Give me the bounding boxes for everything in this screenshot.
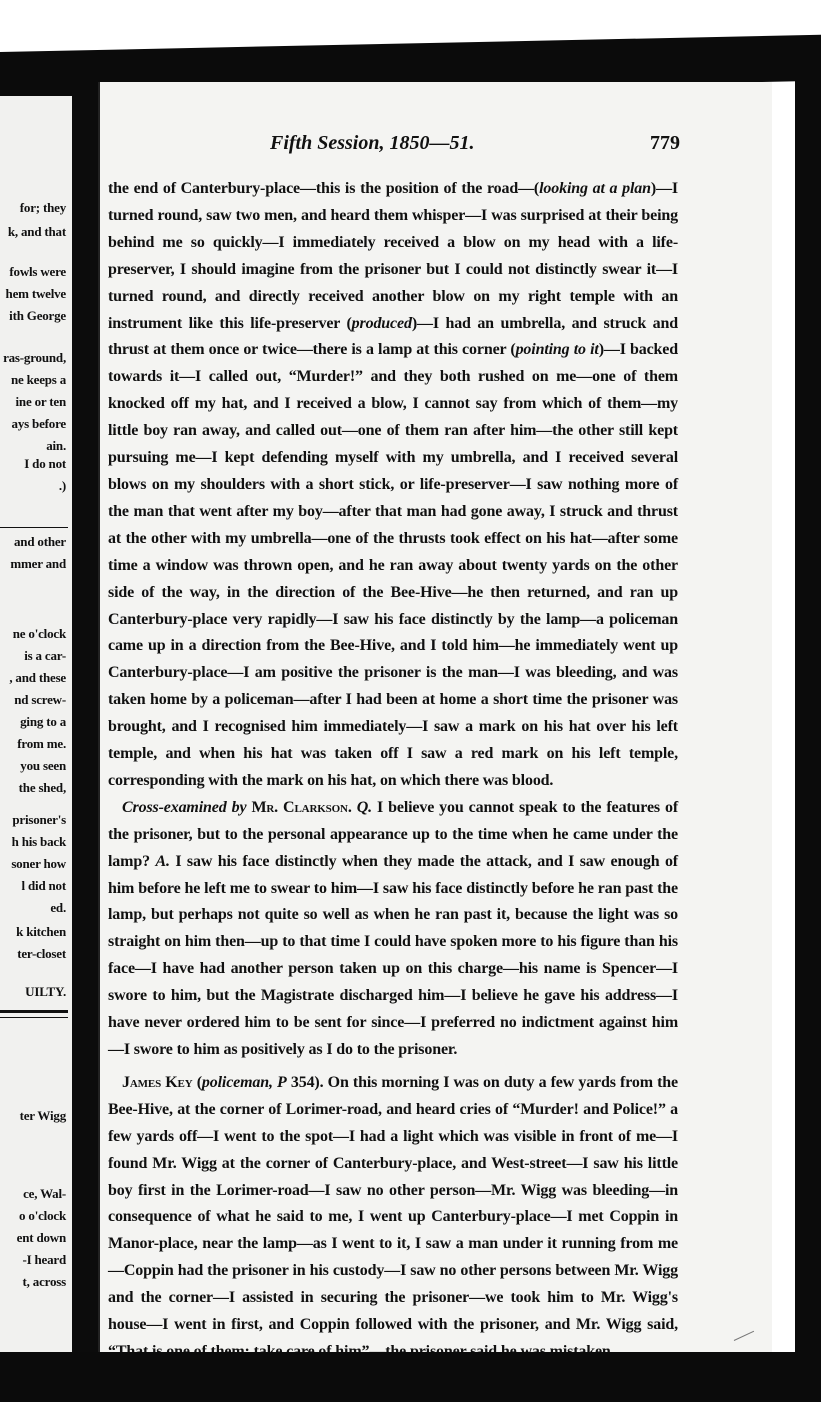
left-line: .) — [58, 478, 66, 493]
left-line: k kitchen — [16, 924, 66, 939]
left-divider — [0, 1017, 68, 1018]
left-line: you seen — [20, 758, 66, 773]
left-line: ent down — [16, 1230, 66, 1245]
left-line: , and these — [9, 670, 66, 685]
text-run: )—I turned round, saw two men, and heard them whisper—I was surprised at their being behind me so quickly—I immediately received a blow on my head with a life-preserver, I should imagine from the prisoner but I could not distinctly swear it—I turned round, and directly received another blow on my right temple with an instrument like this life-preserver ( — [108, 180, 678, 332]
left-line: ging to a — [20, 714, 66, 729]
left-line: prisoner's — [12, 812, 66, 827]
left-line: ce, Wal- — [23, 1186, 66, 1201]
left-divider — [0, 1010, 68, 1013]
left-line: from me. — [17, 736, 66, 751]
left-line: and other — [13, 534, 66, 549]
left-line: for; they — [19, 200, 66, 215]
left-divider — [0, 527, 68, 528]
testimony-paragraph — [108, 176, 678, 795]
text-run: I believe you cannot speak to the features of the prisoner, but to the personal appearance up to the time when he came under the lamp? — [108, 798, 679, 870]
left-line: l did not — [21, 878, 66, 893]
text-run: )—I backed towards it—I called out, “Murder!” and they both rushed on me—one of them knocked off my hat, and I received a blow, I cannot say from which of them—my little boy ran away, and called out—one of them ran after him—the other still kept pursuing me—I kept defending myself with my umbrella, and I received several blows on my shoulders with a short stick, or life-preserver—I saw nothing more of the man that went after my boy—after that man had gone away, I struck and thrust at the other with my umbrella—one of the thrusts took effect on his hat—after some time a window was thrown open, and he ran away about twenty yards on the other side of the way, in the direction of the Bee-Hive—he then returned, and ran up Canterbury-place very rapidly—I saw his face distinctly by the lamp—a policeman came up in a direction from the Bee-Hive, and I told him—he immediately went up Canterbury-place—I am positive the prisoner is the man—I was bleeding, and was taken home by a policeman—after I had been at home a short time the prisoner was brought, and I recognised him immediately—I saw a mark on his hat over his left temple, and when his hat was taken off I saw a red mark on his left temple, corresponding with the mark on his hat, on which there was blood. — [108, 341, 679, 789]
running-title: Fifth Session, 1850—51. — [270, 132, 475, 154]
left-line: ain. — [46, 438, 66, 453]
left-line: ter-closet — [17, 946, 66, 961]
left-line: ed. — [50, 900, 66, 915]
scanner-bottom-border — [0, 1352, 821, 1402]
left-line: I do not — [24, 456, 66, 471]
page-header — [270, 132, 690, 162]
text-run: I saw his face distinctly when they made the attack, and I saw enough of him before he left me to swear to him—I saw his face distinctly before he ran past the lamp, but perhaps not quite so well as when he ran past it, because the light was so straight on him then—up to that time I could have spoken more to his figure than his face—I have had another person taken up on this charge—his name is Spencer—I swore to him, but the Magistrate discharged him—I believe he gave his address—I have never ordered him to be sent for since—I preferred no indictment against him—I swore to him as positively as I do to the prisoner. — [108, 852, 678, 1058]
text-run: A. — [155, 852, 170, 870]
left-line: soner how — [11, 856, 66, 871]
book-spine — [72, 90, 98, 1360]
left-line: ays before — [11, 416, 66, 431]
cross-examination-paragraph — [108, 795, 678, 1064]
text-run: Mr. Clarkson — [251, 798, 348, 816]
left-line: nd screw- — [14, 692, 66, 707]
page-number: 779 — [650, 132, 680, 154]
text-run: looking at a plan — [539, 180, 651, 197]
left-line: hem twelve — [5, 286, 66, 301]
left-line: t, across — [22, 1274, 66, 1289]
left-line: ras-ground, — [3, 350, 66, 365]
left-line: ine or ten — [15, 394, 66, 409]
left-line: k, and that — [7, 224, 66, 239]
left-line: ne keeps a — [10, 372, 66, 387]
left-line: UILTY. — [25, 984, 66, 999]
left-line: ne o'clock — [12, 626, 66, 641]
page-body — [108, 176, 678, 1366]
left-line: the shed, — [18, 780, 66, 795]
scanner-right-border — [795, 40, 821, 1402]
left-line: h his back — [11, 834, 66, 849]
witness-paragraph — [108, 1070, 678, 1366]
text-run: policeman, P — [201, 1073, 287, 1091]
text-run: Q. — [356, 798, 372, 816]
text-run: pointing to it — [515, 341, 599, 359]
text-run: produced — [351, 314, 412, 332]
text-run: 354). On this morning I was on duty a few yards from the Bee-Hive, at the corner of Lorimer-road, and heard cries of “Murder! and Police!” a few yards off—I went to the spot—I had a light which was visible in front of me—I found Mr. Wigg at the corner of Canterbury-place, and West-street—I saw his little boy first in the Lorimer-road—I saw no other person—Mr. Wigg was bleeding—in consequence of what he said to me, I went up Canterbury-place—I met Coppin in Manor-place, near the lamp—as I went to it, I saw a man under it running from me—Coppin had the prisoner in his custody—I saw no other persons between Mr. Wigg and the corner—I assisted in securing the prisoner—we took him to Mr. Wigg's house—I went in first, and Coppin followed with the prisoner, and Mr. Wigg said, — [108, 1073, 678, 1334]
left-line: fowls were — [9, 264, 66, 279]
text-run: the end of Canterbury-place—this is the position of the road—( — [108, 180, 540, 197]
left-line: is a car- — [24, 648, 66, 663]
left-page-fragment — [0, 96, 72, 1358]
left-line: ter Wigg — [19, 1108, 66, 1123]
left-line: -I heard — [22, 1252, 66, 1267]
left-line: ith George — [9, 308, 66, 323]
text-run: )—I had an umbrella, and struck and thrust at them once or twice—there is a lamp at this corner ( — [108, 314, 678, 359]
text-run: Cross-examined by — [122, 798, 252, 816]
left-line: mmer and — [10, 556, 66, 571]
text-run: ( — [192, 1073, 202, 1091]
text-run: James Key — [122, 1073, 193, 1091]
text-run: . — [347, 798, 357, 816]
left-line: o o'clock — [19, 1208, 66, 1223]
